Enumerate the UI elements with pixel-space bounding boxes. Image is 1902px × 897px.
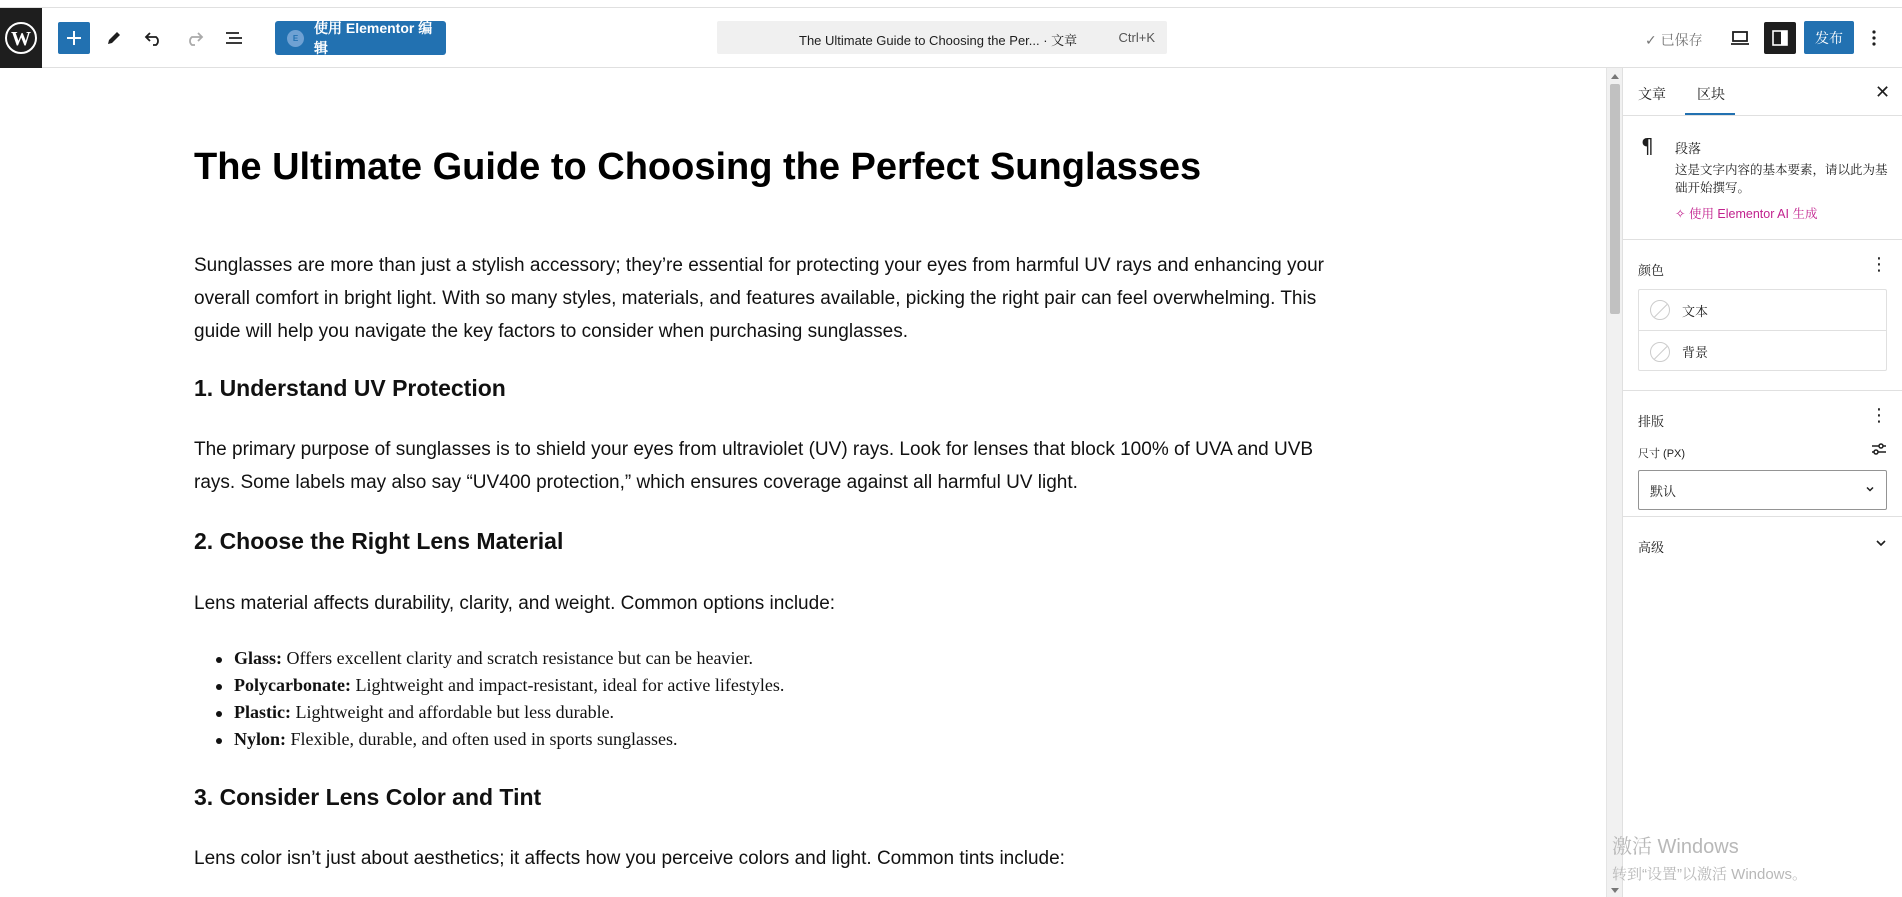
list-view-icon [224,30,244,46]
block-card [1623,116,1902,240]
paragraph-block[interactable]: Lens material affects durability, clarity, and weight. Common options include: [194,593,836,614]
elementor-button-label: 使用 Elementor 编辑 [313,20,433,56]
scroll-down-icon[interactable] [1611,888,1619,893]
heading-block[interactable]: 3. Consider Lens Color and Tint [194,784,542,810]
background-color-option[interactable]: 背景 [1639,331,1886,372]
canvas-scrollbar[interactable] [1606,68,1622,897]
wordpress-logo-icon[interactable] [0,8,42,68]
desktop-icon [1730,30,1750,46]
options-button[interactable] [1862,22,1886,54]
empty-swatch-icon [1650,300,1670,320]
document-overview-button[interactable] [218,22,250,54]
paragraph-block[interactable]: The primary purpose of sunglasses is to shield your eyes from ultraviolet (UV) rays. Look for lenses that block 100% of UVA and UVB rays. Some labels may also say “UV400 protection,” which ensures coverage against all harmful UV light. [194,439,1314,493]
post-title[interactable]: The Ultimate Guide to Choosing the Perfect Sunglasses [194,146,1202,188]
settings-sidebar-toggle[interactable] [1764,22,1796,54]
custom-size-settings-icon[interactable] [1871,442,1887,461]
sidebar-icon [1771,29,1789,47]
more-vertical-icon [1872,30,1876,46]
command-palette-bar[interactable] [717,21,1167,54]
panel-title: 颜色 [1638,263,1665,278]
bullet-icon [216,657,222,663]
document-title: The Ultimate Guide to Choosing the Per... · 文章 [799,33,1078,48]
more-vertical-icon[interactable]: ⋮ [1870,254,1888,274]
active-tab-indicator [1685,113,1735,115]
sidebar-tabs [1623,68,1902,116]
font-size-label: 尺寸 (PX) [1638,448,1686,460]
panel-title: 高级 [1638,540,1665,555]
undo-button[interactable] [138,22,170,54]
redo-button[interactable] [178,22,210,54]
elementor-logo-icon: E [287,30,304,47]
block-description: 这是文字内容的基本要素，请以此为基础开始撰写。 [1675,163,1888,195]
command-shortcut: Ctrl+K [1118,30,1155,45]
color-options [1638,289,1887,371]
svg-text:W: W [11,28,31,50]
panel-title: 排版 [1638,414,1665,429]
chevron-down-icon [1864,483,1876,495]
chevron-down-icon [1874,536,1888,550]
plus-icon [66,30,82,46]
list-item[interactable]: Nylon: Flexible, durable, and often used in sports sunglasses. [216,726,784,753]
paragraph-block[interactable]: Sunglasses are more than just a stylish accessory; they’re essential for protecting your eyes from harmful UV rays and enhancing your overall comfort in bright light. With so many styles, materials, and features available, picking the right pair can feel overwhelming. This guide will help you navigate the key factors to consider when purchasing sunglasses. [194,255,1324,342]
bullet-icon [216,711,222,717]
tools-button[interactable] [98,22,130,54]
editor-top-bar [0,7,1902,68]
publish-button[interactable]: 发布 [1804,21,1854,54]
heading-block[interactable]: 1. Understand UV Protection [194,375,506,401]
empty-swatch-icon [1650,342,1670,362]
color-panel [1623,240,1902,391]
close-icon[interactable]: ✕ [1875,82,1891,102]
editor-canvas[interactable] [0,68,1606,897]
scrollbar-thumb[interactable] [1610,84,1620,314]
list-item[interactable]: Glass: Offers excellent clarity and scratch resistance but can be heavier. [216,645,784,672]
scroll-up-icon[interactable] [1611,74,1619,79]
tab-block[interactable]: 区块 [1697,86,1725,102]
block-name: 段落 [1675,141,1702,156]
text-color-option[interactable]: 文本 [1639,290,1886,331]
paragraph-block[interactable]: Lens color isn’t just about aesthetics; it affects how you perceive colors and light. Common tints include: [194,848,1065,869]
undo-icon [144,30,164,46]
preview-button[interactable] [1724,22,1756,54]
windows-activation-watermark: 激活 Windows 转到“设置”以激活 Windows。 [1612,836,1808,883]
settings-sidebar [1622,68,1902,897]
saved-status: ✓ 已保存 [1645,32,1703,48]
list-item[interactable]: Plastic: Lightweight and affordable but less durable. [216,699,784,726]
add-block-button[interactable] [58,22,90,54]
pen-icon [105,29,123,47]
bullet-icon [216,684,222,690]
elementor-ai-link[interactable]: ✧ 使用 Elementor AI 生成 [1675,207,1818,221]
list-item[interactable]: Polycarbonate: Lightweight and impact-resistant, ideal for active lifestyles. [216,672,784,699]
more-vertical-icon[interactable]: ⋮ [1870,405,1888,425]
font-size-select[interactable]: 默认 [1638,470,1887,510]
typography-panel [1623,391,1902,517]
sparkle-icon: ✧ [1675,207,1689,221]
bullet-icon [216,738,222,744]
list-block[interactable] [216,645,784,753]
heading-block[interactable]: 2. Choose the Right Lens Material [194,528,564,554]
edit-with-elementor-button[interactable] [275,21,446,55]
tab-post[interactable]: 文章 [1638,86,1666,102]
paragraph-icon: ¶ [1641,134,1654,158]
advanced-panel[interactable] [1623,517,1902,569]
redo-icon [184,30,204,46]
